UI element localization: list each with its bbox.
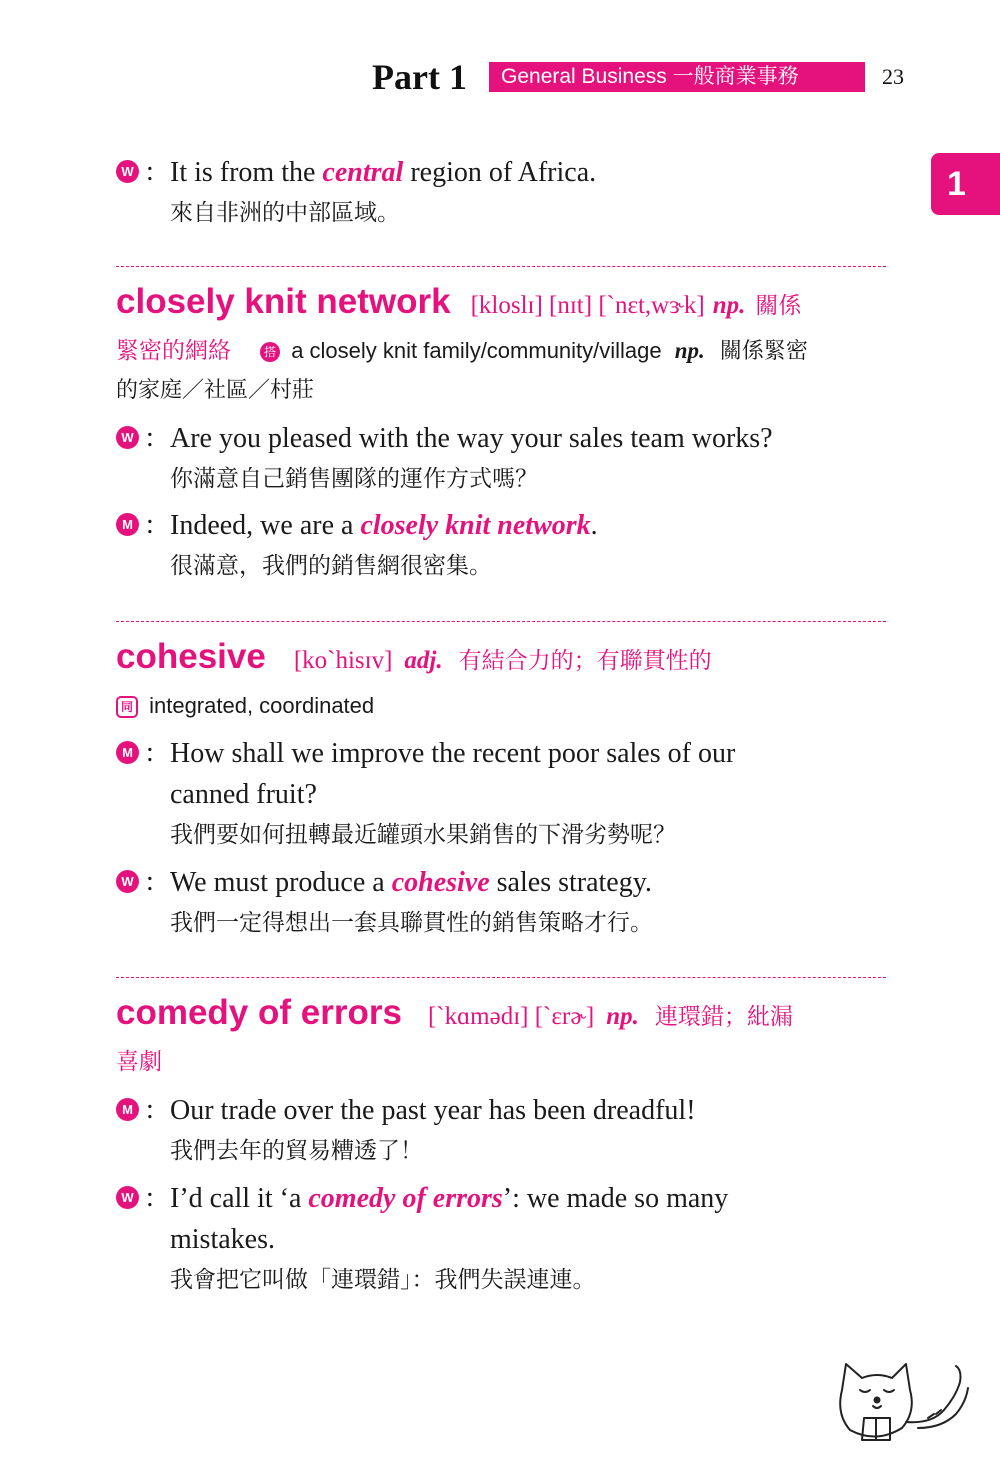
speaker-m-icon: M [116,741,139,764]
chinese-translation: 很滿意，我們的銷售網很密集。 [170,553,492,579]
entry-definition: 連環錯；紕漏 [654,1004,793,1030]
vocab-entry-closely-knit-network [116,278,886,410]
speaker-w-icon: W [116,870,139,893]
dialogue-line: W : Are you pleased with the way your sales team works? 你滿意自己銷售團隊的運作方式嗎？ [116,418,886,499]
page-number: 23 [882,64,904,89]
highlighted-term: cohesive [391,867,490,898]
entry-definition-cont: 緊密的網絡 [116,338,231,364]
entry-definition: 關係 [755,293,802,319]
highlighted-term: central [322,157,404,188]
entry-term: closely knit network [116,282,451,321]
colon: : [146,156,154,187]
english-sentence-cont: canned fruit? [170,779,317,810]
highlighted-term: comedy of errors [308,1183,503,1214]
entry-divider [116,621,886,622]
speaker-w-icon: W [116,1186,139,1209]
chinese-translation: 我們一定得想出一套具聯貫性的銷售策略才行。 [170,910,653,936]
entry-divider [116,266,886,267]
speaker-w-icon: W [116,426,139,449]
english-sentence: It is from the central region of Africa. [170,157,597,188]
dialogue-line: W : I’d call it ‘a comedy of errors’: we made so many mistakes. 我會把它叫做「連環錯」：我們失誤連連。 [116,1178,886,1300]
collocation-pos: np. [674,338,705,363]
collocation-definition-cont: 的家庭／社區／村莊 [116,378,315,403]
collocation-icon: 搭 [260,342,280,362]
speaker-m-icon: M [116,513,139,536]
dialogue-line: W : We must produce a cohesive sales strategy. 我們一定得想出一套具聯貫性的銷售策略才行。 [116,862,886,943]
english-sentence: I’d call it ‘a comedy of errors’: we made so many [170,1183,729,1214]
cat-illustration [832,1352,972,1452]
speaker-w-icon: W [116,160,139,183]
synonyms: integrated, coordinated [149,693,375,718]
dialogue-line: M : How shall we improve the recent poor sales of our canned fruit? 我們要如何扭轉最近罐頭水果銷售的下滑劣勢呢？ [116,733,886,855]
english-sentence: We must produce a cohesive sales strategy. [170,867,652,898]
entry-divider [116,977,886,978]
dialogue-line: M : Our trade over the past year has been dreadful! 我們去年的貿易糟透了！ [116,1090,886,1171]
dialogue-line: M : Indeed, we are a closely knit network. 很滿意，我們的銷售網很密集。 [116,505,886,586]
section-band: General Business 一般商業事務 [489,62,865,92]
entry-phonetic: [ˋkɑmədɪ] [ˋɛrɚ] [427,1003,595,1030]
collocation-definition: 關係緊密 [719,339,808,364]
entry-definition: 有結合力的；有聯貫性的 [458,648,712,674]
collocation: a closely knit family/community/village [291,338,662,363]
english-sentence: Indeed, we are a closely knit network. [170,510,598,541]
chinese-translation: 我會把它叫做「連環錯」：我們失誤連連。 [170,1267,596,1293]
entry-pos: np. [712,292,746,319]
chinese-translation: 你滿意自己銷售團隊的運作方式嗎？ [170,466,538,492]
vocab-entry-cohesive [116,633,886,727]
entry-pos: adj. [404,647,443,674]
chinese-translation: 我們去年的貿易糟透了！ [170,1138,423,1164]
english-sentence: How shall we improve the recent poor sales of our [170,738,736,769]
entry-definition-cont: 喜劇 [116,1049,162,1075]
chinese-translation: 我們要如何扭轉最近罐頭水果銷售的下滑劣勢呢？ [170,822,676,848]
english-sentence: Our trade over the past year has been dreadful! [170,1095,696,1126]
chinese-translation: 來自非洲的中部區域。 [170,200,400,226]
vocab-entry-comedy-of-errors [116,989,886,1081]
english-sentence-cont: mistakes. [170,1224,275,1255]
entry-term: comedy of errors [116,993,402,1032]
entry-pos: np. [606,1003,639,1030]
entry-phonetic: [kloslɪ] [nɪt] [ˋnɛt,wɝk] [470,292,705,319]
speaker-m-icon: M [116,1098,139,1121]
dialogue-line [116,152,886,233]
entry-term: cohesive [116,637,266,676]
part-label: Part 1 [372,57,467,97]
highlighted-term: closely knit network [360,510,591,541]
synonym-icon: 同 [116,696,138,718]
english-sentence: Are you pleased with the way your sales team works? [170,423,773,454]
chapter-tab: 1 [931,153,1000,215]
entry-phonetic: [koˋhisɪv] [293,647,393,674]
